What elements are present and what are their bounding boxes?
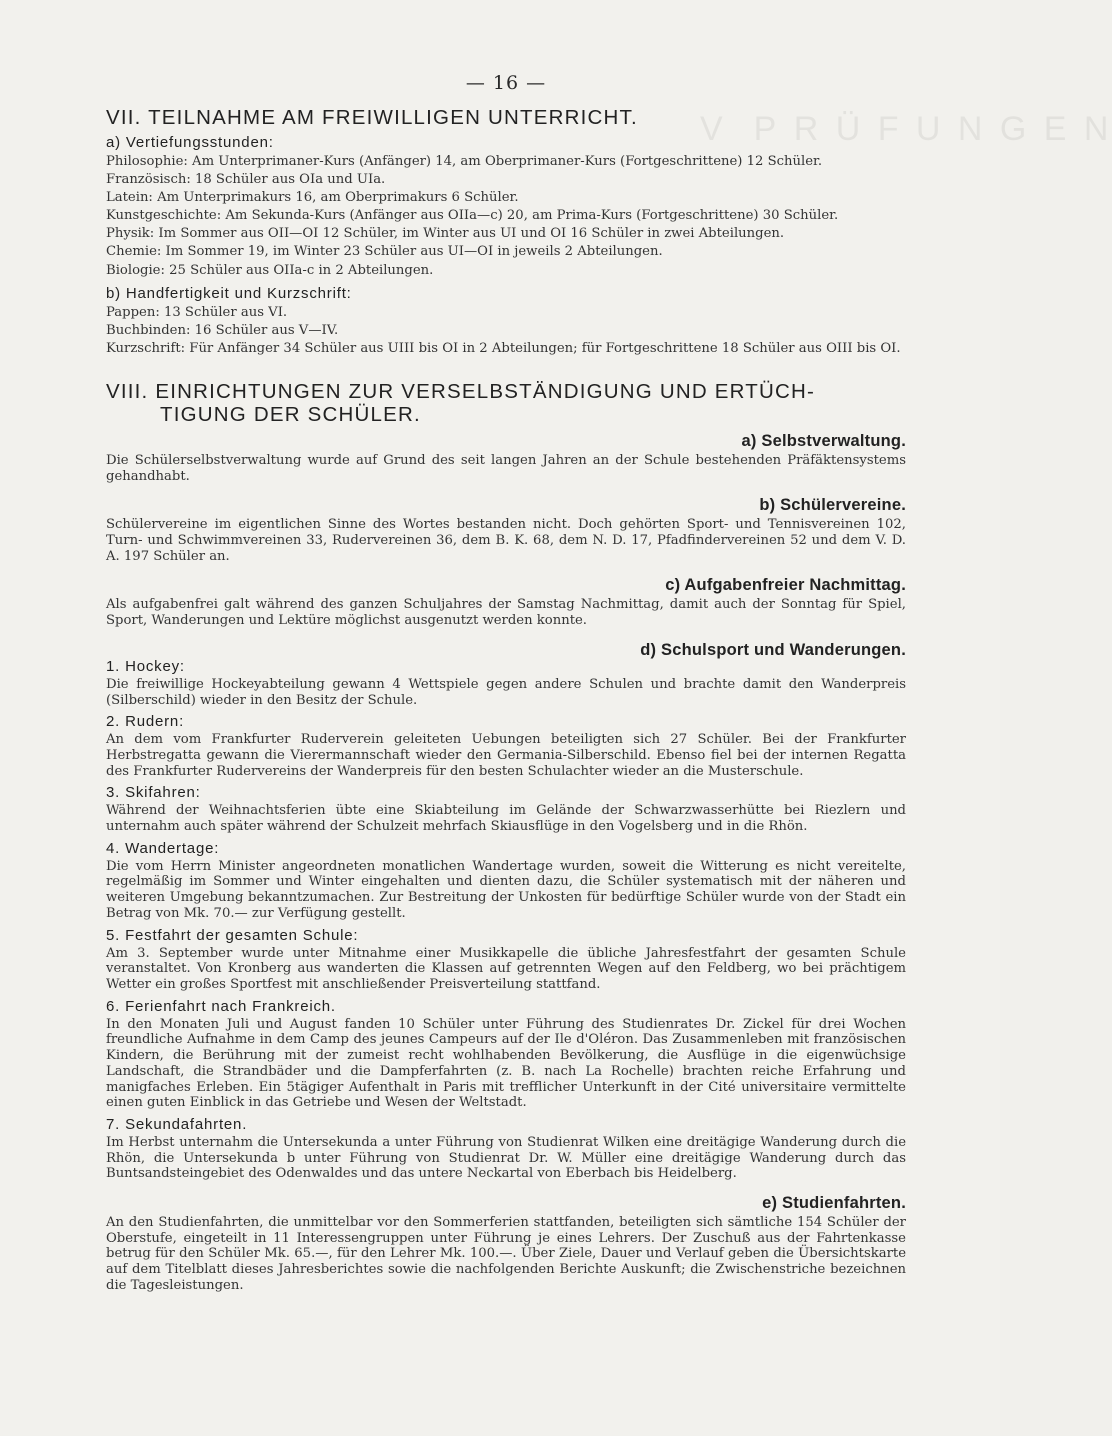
paragraph: Im Herbst unternahm die Untersekunda a unter Führung von Studienrat Wilken eine dreitägige Wanderung durch die Rhön, die Untersekunda b unter Führung von Studienrat Dr. W. Müller eine dreitägige Wanderung durch das Buntsandsteingebiet des Odenwaldes und das untere Neckartal von Eberbach bis Heidelberg. (106, 1134, 906, 1182)
section-viii-title (106, 380, 906, 426)
item-heading-festfahrt: 5. Festfahrt der gesamten Schule: (106, 926, 359, 944)
text-line: Philosophie: Am Unterprimaner-Kurs (Anfänger) 14, am Oberprimaner-Kurs (Fortgeschrittene) 12 Schüler. (106, 154, 823, 169)
page-content (106, 72, 906, 1294)
text-line: Pappen: 13 Schüler aus VI. (106, 304, 288, 320)
heading-selbstverwaltung: a) Selbstverwaltung. (741, 431, 906, 450)
text-line: Chemie: Im Sommer 19, im Winter 23 Schüler aus UI—OI in jeweils 2 Abteilungen. (106, 244, 663, 260)
text-line: Kunstgeschichte: Am Sekunda-Kurs (Anfänger aus OIIa—c) 20, am Prima-Kurs (Fortgeschrittene) 30 Schüler. (106, 208, 839, 224)
item-heading-rudern: 2. Rudern: (106, 713, 185, 731)
text-line: Latein: Am Unterprimakurs 16, am Oberprimakurs 6 Schüler. (106, 190, 519, 206)
paragraph: An dem vom Frankfurter Ruderverein geleiteten Uebungen beteiligten sich 27 Schüler. Bei der Frankfurter Herbstregatta gewann die Vierermannschaft wieder den Germania-Silberschild. Ebenso fiel bei der internen Regatta des Frankfurter Rudervereins der Wanderpreis für den besten Schulachter wieder an die Musterschule. (106, 732, 906, 779)
heading-studienfahrten: e) Studienfahrten. (762, 1194, 906, 1213)
paragraph: Während der Weihnachtsferien übte eine Skiabteilung im Gelände der Schwarzwasserhütte bei Riezlern und unternahm auch später während der Schulzeit mehrfach Skiausflüge in den Vogelsberg und in die Rhön. (106, 803, 906, 835)
bleed-through-shadow: V P R Ü F U N G E N (700, 110, 1112, 148)
section-viii-title-line1: VIII. EINRICHTUNGEN ZUR VERSELBSTÄNDIGUNG UND ERTÜCH- (106, 379, 816, 403)
text-line: Physik: Im Sommer aus OII—OI 12 Schüler, im Winter aus UI und OI 16 Schüler in zwei Abteilungen. (106, 226, 785, 242)
item-heading-ferienfahrt: 6. Ferienfahrt nach Frankreich. (106, 997, 336, 1015)
text-line: Biologie: 25 Schüler aus OIIa-c in 2 Abteilungen. (106, 262, 434, 278)
text-line: Buchbinden: 16 Schüler aus V—IV. (106, 322, 339, 338)
paragraph: Die Schülerselbstverwaltung wurde auf Grund des seit langen Jahren an der Schule bestehenden Präfäktensystems gehandhabt. (106, 452, 906, 484)
item-heading-sekundafahrten: 7. Sekundafahrten. (106, 1115, 248, 1133)
subsection-b-heading: b) Handfertigkeit und Kurzschrift: (106, 284, 352, 302)
heading-schuelervereine: b) Schülervereine. (759, 496, 906, 515)
paragraph: Die freiwillige Hockeyabteilung gewann 4 Wettspiele gegen andere Schulen und brachte damit den Wanderpreis (Silberschild) wieder in den Besitz der Schule. (106, 676, 906, 708)
heading-schulsport: d) Schulsport und Wanderungen. (640, 640, 906, 659)
subsection-a-heading: a) Vertiefungsstunden: (106, 134, 274, 151)
paragraph: In den Monaten Juli und August fanden 10 Schüler unter Führung des Studienrates Dr. Zickel für drei Wochen freundliche Aufnahme in dem Camp des jeunes Campeurs auf der Ile d'Oléron. Das Zusammenleben mit französischen Kindern, die Berührung mit der zumeist recht wohlhabenden Bevölkerung, die Ausflüge in die eigenwüchsige Landschaft, die Strandbäder und die Dampferfahrten (z. B. nach La Rochelle) brachten reiche Erfahrung und manigfaches Erleben. Ein 5tägiger Aufenthalt in Paris mit trefflicher Unterkunft in der Cité universitaire vermittelte einen guten Einblick in das Getriebe und Wesen der Weltstadt. (106, 1016, 906, 1111)
heading-aufgabenfreier-nachmittag: c) Aufgabenfreier Nachmittag. (665, 576, 906, 595)
paragraph: Am 3. September wurde unter Mitnahme einer Musikkapelle die übliche Jahresfestfahrt der gesamten Schule veranstaltet. Von Kronberg aus wanderten die Klassen auf getrennten Wegen auf den Feldberg, wo bei prächtigem Wetter ein großes Sportfest mit anschließender Preisverteilung stattfand. (106, 945, 906, 992)
text-line: Kurzschrift: Für Anfänger 34 Schüler aus UIII bis OI in 2 Abteilungen; für Fortgeschrittene 18 Schüler aus OIII bis OI. (106, 340, 901, 356)
section-viii-title-line2: TIGUNG DER SCHÜLER. (160, 402, 421, 426)
item-heading-skifahren: 3. Skifahren: (106, 784, 201, 802)
section-vii-title: VII. TEILNAHME AM FREIWILLIGEN UNTERRICHT. (106, 106, 638, 129)
paragraph: An den Studienfahrten, die unmittelbar vor den Sommerferien stattfanden, beteiligten sich sämtliche 154 Schüler der Oberstufe, eingeteilt in 11 Interessengruppen unter Führung je eines Lehrers. Der Zuschuß aus der Fahrtenkasse betrug für den Schüler Mk. 65.—, für den Lehrer Mk. 100.—. Über Ziele, Dauer und Verlauf geben die Übersichtskarte auf dem Titelblatt dieses Jahresberichtes sowie die nachfolgenden Berichte Auskunft; die Zwischenstriche bezeichnen die Tagesleistungen. (106, 1215, 906, 1293)
item-heading-wandertage: 4. Wandertage: (106, 839, 220, 857)
paragraph: Als aufgabenfrei galt während des ganzen Schuljahres der Samstag Nachmittag, damit auch der Sonntag für Spiel, Sport, Wanderungen und Lektüre möglichst ausgenutzt werden konnte. (106, 597, 906, 629)
paragraph: Schülervereine im eigentlichen Sinne des Wortes bestanden nicht. Doch gehörten Sport- und Tennisvereinen 102, Turn- und Schwimmvereinen 33, Rudervereinen 36, dem B. K. 68, dem N. D. 17, Pfadfindervereinen 52 und dem V. D. A. 197 Schüler an. (106, 517, 906, 564)
item-heading-hockey: 1. Hockey: (106, 657, 185, 675)
page-number: — 16 — (465, 72, 547, 94)
text-line: Französisch: 18 Schüler aus OIa und UIa. (106, 172, 386, 188)
paragraph: Die vom Herrn Minister angeordneten monatlichen Wandertage wurden, soweit die Witterung es nicht vereitelte, regelmäßig im Sommer und Winter eingehalten und dienten dazu, die Schüler systematisch mit der näheren und weiteren Umgebung bekanntzumachen. Zur Bestreitung der Unkosten für bedürftige Schüler wurde von der Stadt ein Betrag von Mk. 70.— zur Verfügung gestellt. (106, 858, 906, 921)
